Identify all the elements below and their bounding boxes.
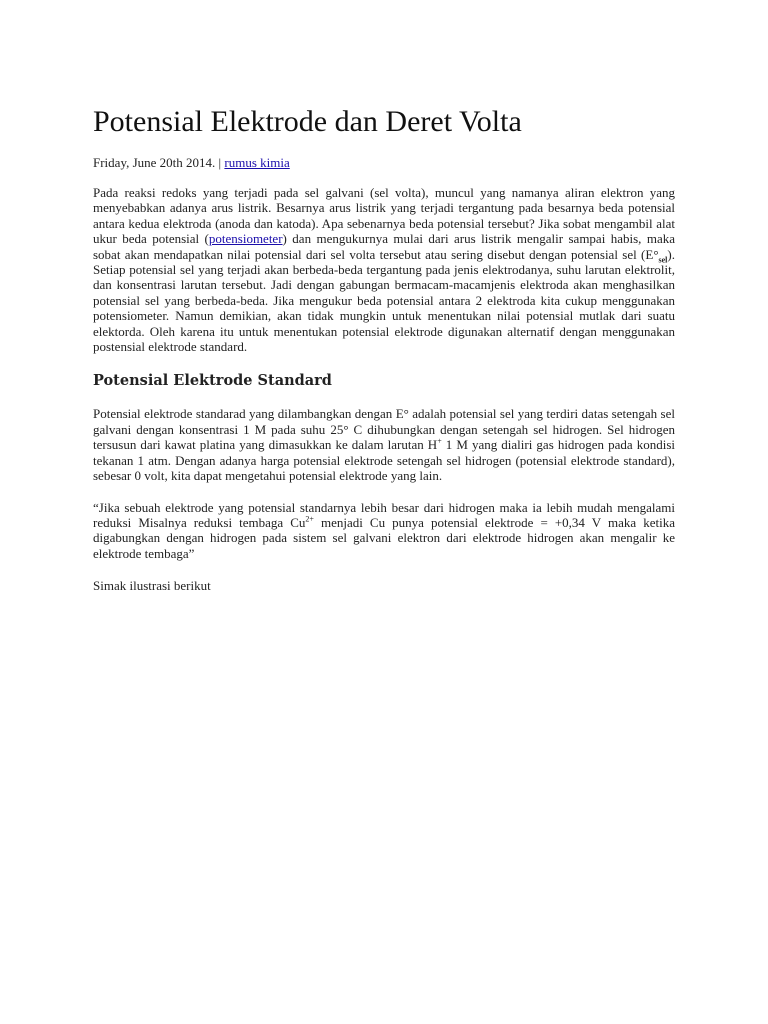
intro-text-b: ) dan mengukurnya mulai dari arus listrik mengalir sampai habis, maka sobat akan mendapatkan nilai potensial dari sel volta tersebut atau sering disebut dengan potensial sel (E° bbox=[93, 231, 675, 262]
quote-text-a: “Jika sebuah elektrode yang potensial standarnya lebih besar dari hidrogen maka ia lebih mudah mengalami reduksi Misalnya reduksi tembaga Cu bbox=[93, 499, 675, 530]
illustration-note: Simak ilustrasi berikut bbox=[93, 578, 211, 594]
standard-text-a: Potensial elektrode standarad yang dilambangkan dengan E° adalah potensial sel yang terdiri datas setengah sel galvani dengan konsentrasi 1 M pada suhu 25° C dihubungkan dengan setengah sel hidrogen. Sel hidrogen tersusun dari kawat platina yang dimasukkan ke dalam larutan H bbox=[93, 406, 675, 453]
quote-text-b: menjadi Cu punya potensial elektrode = +0,34 V maka ketika digabungkan dengan hidrogen pada sistem sel galvani elektron dari elektrode hidrogen akan mengalir ke elektrode tembaga” bbox=[93, 514, 675, 561]
cu-charge-superscript: 2+ bbox=[305, 514, 314, 524]
intro-text-c: ). Setiap potensial sel yang terjadi akan berbeda-beda tergantung pada jenis elektrodanya, suhu larutan elektrolit, dan konsentrasi larutan tersebut. Jadi dengan gabungan bermacam-macamjenis elektroda akan menghasilkan potensial sel yang berbeda-beda. Jika mengukur beda potensial antara 2 elektroda kita cukup menggunakan potensiometer. Namun demikian, akan tidak mungkin untuk menentukan nilai potensial mutlak dari suatu elektorda. Oleh karena itu untuk menentukan potensial elektrode digunakan alternatif dengan menggunakan postensial elektrode standard. bbox=[93, 246, 675, 355]
h-plus-superscript: + bbox=[437, 436, 442, 446]
intro-text-a: Pada reaksi redoks yang terjadi pada sel galvani (sel volta), muncul yang namanya aliran elektron yang menyebabkan adanya arus listrik. Besarnya arus listrik yang terjadi tergantung pada besarnya beda potensial antara kedua elektroda (anoda dan katoda). Apa sebenarnya beda potensial tersebut? Jika sobat mengambil alat ukur beda potensial ( bbox=[93, 185, 675, 247]
standard-paragraph bbox=[93, 406, 675, 483]
sel-subscript: sel bbox=[658, 255, 668, 265]
quote-paragraph bbox=[93, 500, 675, 562]
category-link[interactable]: rumus kimia bbox=[224, 155, 290, 170]
potensiometer-link[interactable]: potensiometer bbox=[208, 231, 283, 247]
page-title: Potensial Elektrode dan Deret Volta bbox=[93, 105, 522, 138]
meta-separator: | bbox=[218, 155, 222, 170]
section-heading: Potensial Elektrode Standard bbox=[93, 372, 332, 390]
standard-text-b: 1 M yang dialiri gas hidrogen pada kondisi tekanan 1 atm. Dengan adanya harga potensial elektrode setengah sel hidrogen (potensial elektrode standard), sebesar 0 volt, kita dapat mengetahui potensial elektrode yang lain. bbox=[93, 437, 675, 484]
post-date: Friday, June 20th 2014. bbox=[93, 155, 216, 170]
post-meta bbox=[93, 154, 675, 171]
intro-paragraph bbox=[93, 185, 675, 354]
article bbox=[93, 100, 675, 594]
